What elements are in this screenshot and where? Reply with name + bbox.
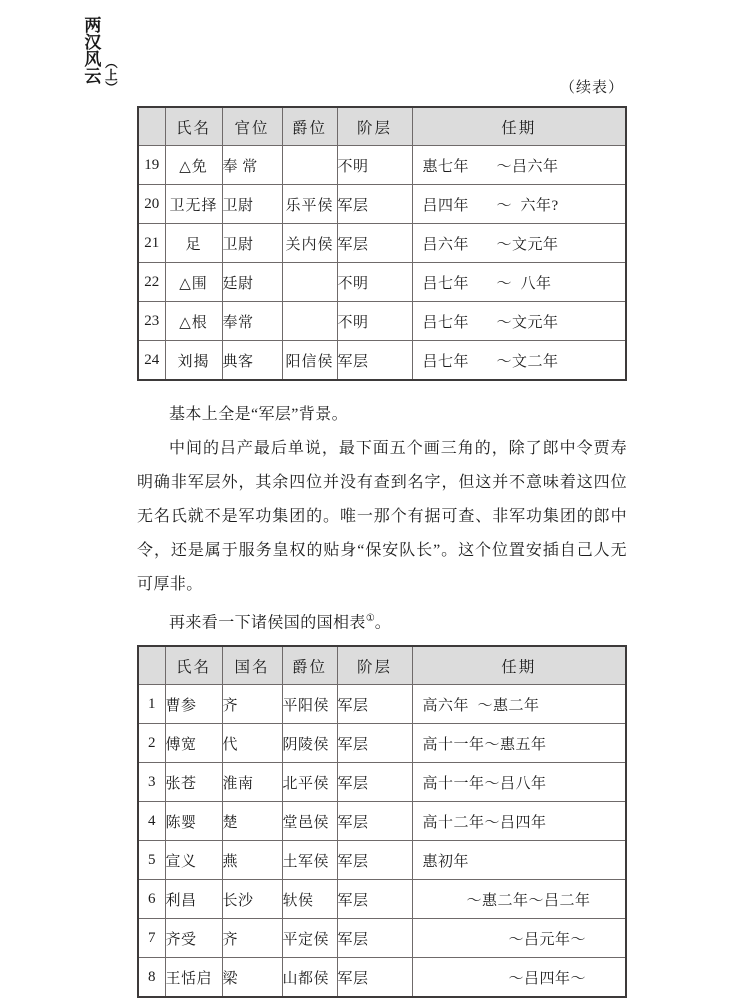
cell-class: 军层	[337, 841, 412, 880]
column-header-index	[138, 646, 165, 685]
term-start: 吕六年	[422, 236, 470, 253]
cell-index: 3	[138, 763, 165, 802]
chancellors-table-container	[137, 645, 625, 998]
column-header-office: 官位	[222, 107, 282, 146]
running-head-subtitle: （上）	[103, 56, 118, 94]
cell-index: 5	[138, 841, 165, 880]
cell-class: 不明	[337, 263, 412, 302]
cell-rank	[282, 263, 337, 302]
cell-term	[412, 919, 626, 958]
chancellors-table	[137, 645, 627, 998]
chancellors-table-head	[138, 646, 626, 685]
cell-office: 卫尉	[222, 185, 282, 224]
cell-rank: 阳信侯	[282, 341, 337, 381]
cell-office: 奉 常	[222, 146, 282, 185]
table-row	[138, 958, 626, 998]
officials-table	[137, 106, 627, 381]
cell-class: 军层	[337, 224, 412, 263]
cell-office: 奉常	[222, 302, 282, 341]
term-text: 惠初年	[422, 853, 470, 870]
term-text: 高十二年～吕四年	[422, 814, 547, 831]
officials-table-body	[138, 146, 626, 381]
cell-term	[412, 185, 626, 224]
cell-class: 军层	[337, 880, 412, 919]
paragraph-3	[137, 602, 627, 640]
cell-name: 齐受	[165, 919, 222, 958]
table-header-row	[138, 646, 626, 685]
cell-term	[412, 802, 626, 841]
cell-name: 陈婴	[165, 802, 222, 841]
table-row	[138, 841, 626, 880]
term-end: ～ 六年?	[496, 197, 559, 214]
term-end: ～吕六年	[496, 158, 559, 175]
running-head	[78, 14, 120, 94]
cell-class: 军层	[337, 185, 412, 224]
cell-state: 齐	[222, 919, 282, 958]
cell-class: 军层	[337, 919, 412, 958]
cell-name: △免	[165, 146, 222, 185]
cell-index: 8	[138, 958, 165, 998]
cell-term	[412, 880, 626, 919]
cell-index: 6	[138, 880, 165, 919]
cell-class: 不明	[337, 146, 412, 185]
term-start: 惠七年	[422, 158, 470, 175]
cell-rank: 土军侯	[282, 841, 337, 880]
cell-index: 7	[138, 919, 165, 958]
cell-name: △围	[165, 263, 222, 302]
cell-name: 宣义	[165, 841, 222, 880]
table-header-row	[138, 107, 626, 146]
officials-table-container	[137, 106, 625, 381]
cell-office: 廷尉	[222, 263, 282, 302]
cell-index: 19	[138, 146, 165, 185]
term-text: 高六年 ～惠二年	[422, 697, 540, 714]
cell-class: 军层	[337, 341, 412, 381]
term-end: ～文元年	[496, 314, 559, 331]
cell-name: 王恬启	[165, 958, 222, 998]
term-text: 高十一年～惠五年	[422, 736, 547, 753]
officials-table-head	[138, 107, 626, 146]
cell-rank: 轪侯	[282, 880, 337, 919]
term-text: ～惠二年～吕二年	[466, 892, 591, 909]
column-header-state: 国名	[222, 646, 282, 685]
cell-rank: 堂邑侯	[282, 802, 337, 841]
paragraph-3-period: 。	[374, 614, 392, 632]
cell-state: 齐	[222, 685, 282, 724]
continued-table-caption: （续表）	[559, 80, 624, 96]
term-text: 高十一年～吕八年	[422, 775, 547, 792]
paragraph-3-text: 再来看一下诸侯国的国相表	[169, 614, 366, 632]
cell-rank: 乐平侯	[282, 185, 337, 224]
column-header-rank: 爵位	[282, 646, 337, 685]
cell-term	[412, 341, 626, 381]
term-end: ～ 八年	[496, 275, 552, 292]
cell-index: 2	[138, 724, 165, 763]
paragraph-1: 基本上全是“军层”背景。	[169, 406, 349, 423]
cell-class: 军层	[337, 802, 412, 841]
cell-rank	[282, 146, 337, 185]
cell-office: 卫尉	[222, 224, 282, 263]
cell-state: 燕	[222, 841, 282, 880]
term-text: ～吕元年～	[508, 931, 587, 948]
cell-term	[412, 224, 626, 263]
cell-rank	[282, 302, 337, 341]
table-row	[138, 880, 626, 919]
cell-index: 1	[138, 685, 165, 724]
cell-state: 代	[222, 724, 282, 763]
cell-state: 长沙	[222, 880, 282, 919]
cell-class: 军层	[337, 958, 412, 998]
table-row	[138, 763, 626, 802]
cell-name: △根	[165, 302, 222, 341]
cell-class: 军层	[337, 685, 412, 724]
cell-rank: 平定侯	[282, 919, 337, 958]
table-row	[138, 146, 626, 185]
cell-rank: 阴陵侯	[282, 724, 337, 763]
cell-term	[412, 724, 626, 763]
cell-term	[412, 263, 626, 302]
cell-index: 21	[138, 224, 165, 263]
table-row	[138, 341, 626, 381]
running-head-title: 两汉风云	[81, 16, 101, 84]
cell-class: 军层	[337, 724, 412, 763]
cell-name: 曹参	[165, 685, 222, 724]
cell-term	[412, 302, 626, 341]
cell-rank: 北平侯	[282, 763, 337, 802]
cell-state: 楚	[222, 802, 282, 841]
table-row	[138, 685, 626, 724]
column-header-name: 氏名	[165, 646, 222, 685]
cell-class: 不明	[337, 302, 412, 341]
cell-name: 傅宽	[165, 724, 222, 763]
cell-state: 梁	[222, 958, 282, 998]
cell-index: 24	[138, 341, 165, 381]
column-header-term: 任期	[412, 646, 626, 685]
table-row	[138, 302, 626, 341]
cell-name: 刘揭	[165, 341, 222, 381]
cell-index: 20	[138, 185, 165, 224]
term-text: ～吕四年～	[508, 970, 587, 987]
column-header-index	[138, 107, 165, 146]
column-header-class: 阶层	[337, 107, 412, 146]
cell-office: 典客	[222, 341, 282, 381]
cell-term	[412, 841, 626, 880]
table-row	[138, 724, 626, 763]
table-row	[138, 802, 626, 841]
body-paragraphs	[137, 398, 627, 640]
column-header-name: 氏名	[165, 107, 222, 146]
cell-name: 卫无择	[165, 185, 222, 224]
cell-name: 利昌	[165, 880, 222, 919]
cell-rank: 山都侯	[282, 958, 337, 998]
table-row	[138, 185, 626, 224]
table-row	[138, 224, 626, 263]
footnote-marker: ①	[365, 613, 375, 624]
cell-class: 军层	[337, 763, 412, 802]
column-header-rank: 爵位	[282, 107, 337, 146]
column-header-term: 任期	[412, 107, 626, 146]
cell-term	[412, 763, 626, 802]
chancellors-table-body	[138, 685, 626, 998]
cell-term	[412, 958, 626, 998]
cell-index: 23	[138, 302, 165, 341]
term-end: ～文元年	[496, 236, 559, 253]
table-row	[138, 263, 626, 302]
term-start: 吕四年	[422, 197, 470, 214]
term-end: ～文二年	[496, 353, 559, 370]
paragraph-2: 中间的吕产最后单说，最下面五个画三角的，除了郎中令贾寿明确非军层外，其余四位并没有查到名字，但这并不意味着这四位无名氏就不是军功集团的。唯一那个有据可查、非军功集团的郎中令，还是属于服务皇权的贴身“保安队长”。这个位置安插自己人无可厚非。	[137, 440, 627, 593]
cell-term	[412, 685, 626, 724]
term-start: 吕七年	[422, 275, 470, 292]
cell-name: 张苍	[165, 763, 222, 802]
cell-rank: 平阳侯	[282, 685, 337, 724]
cell-term	[412, 146, 626, 185]
column-header-class: 阶层	[337, 646, 412, 685]
cell-index: 4	[138, 802, 165, 841]
cell-state: 淮南	[222, 763, 282, 802]
cell-rank: 关内侯	[282, 224, 337, 263]
cell-name: 足	[165, 224, 222, 263]
table-row	[138, 919, 626, 958]
term-start: 吕七年	[422, 353, 470, 370]
cell-index: 22	[138, 263, 165, 302]
term-start: 吕七年	[422, 314, 470, 331]
